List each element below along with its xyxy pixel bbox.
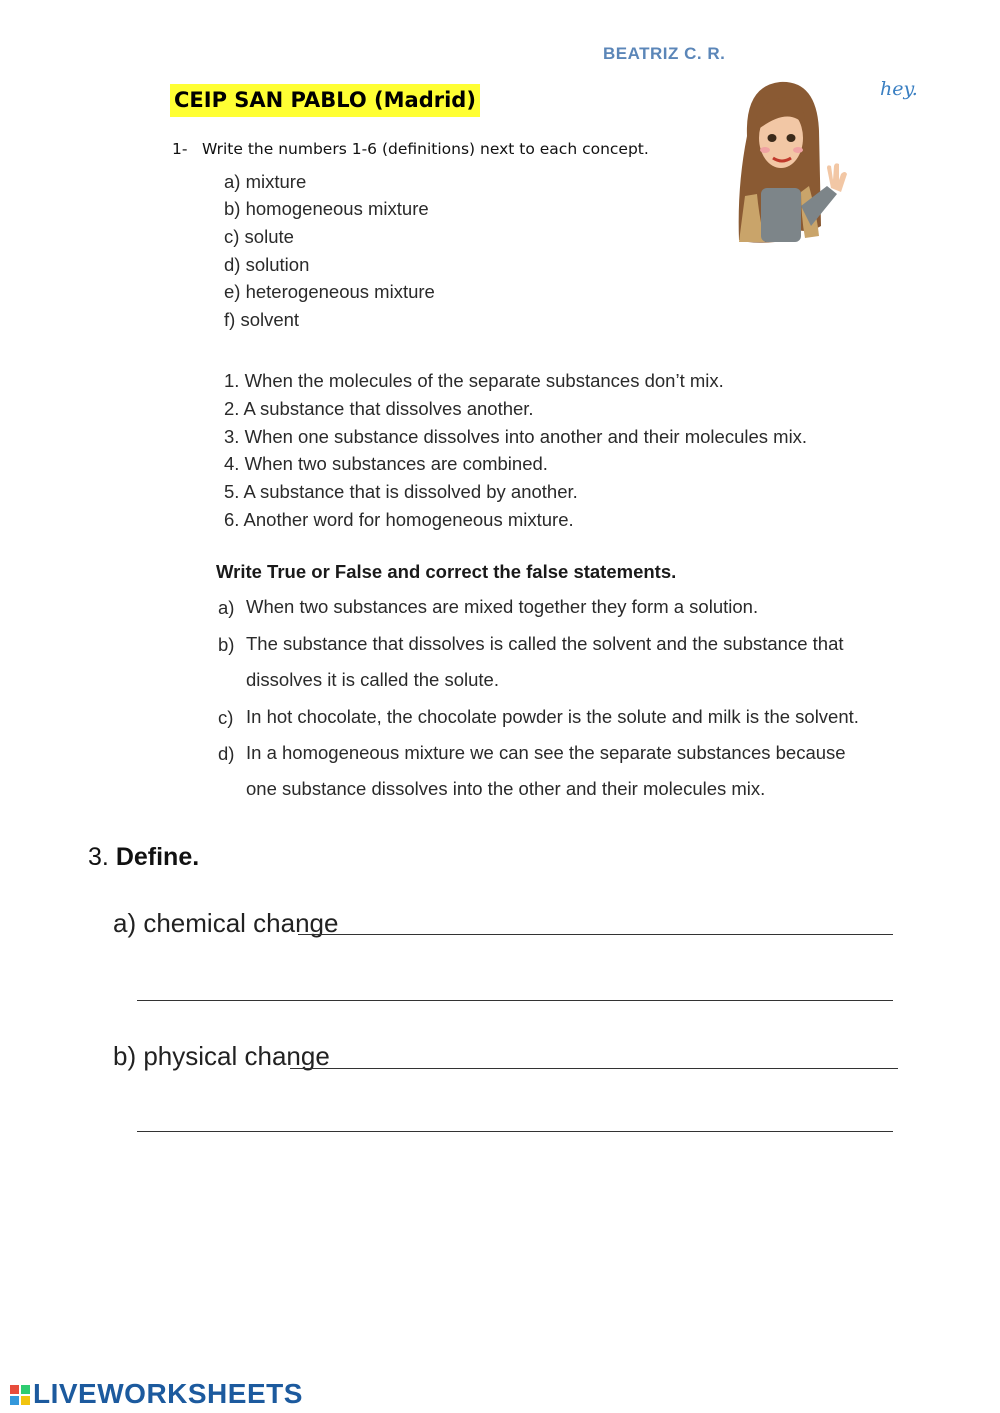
statement-text: The substance that dissolves is called the solvent and the substance that dissolves it is called the solute. <box>246 633 844 690</box>
statement-letter: b) <box>218 634 235 655</box>
statement-text: In a homogeneous mixture we can see the separate substances because one substance dissolves into the other and their molecules mix. <box>246 742 846 799</box>
definition-item: 2. A substance that dissolves another. <box>224 398 534 419</box>
answer-line[interactable] <box>137 1000 893 1001</box>
liveworksheets-logo-icon <box>10 1385 30 1405</box>
exercise3-title <box>88 843 199 872</box>
concept-item: d) solution <box>224 254 310 275</box>
definition-item: 4. When two substances are combined. <box>224 453 548 474</box>
definition-item: 6. Another word for homogeneous mixture. <box>224 509 574 530</box>
exercise2-title: Write True or False and correct the false statements. <box>216 561 677 582</box>
define-label-physical: b) physical change <box>113 1041 330 1071</box>
exercise3-heading: Define. <box>115 843 200 871</box>
answer-line[interactable] <box>298 934 893 935</box>
statement-letter: a) <box>218 597 235 618</box>
answer-line[interactable] <box>290 1068 898 1069</box>
define-label-chemical: a) chemical change <box>113 908 339 938</box>
concept-item: e) heterogeneous mixture <box>224 281 435 302</box>
exercise1-text: Write the numbers 1-6 (definitions) next to each concept. <box>202 140 649 158</box>
hey-text: hey. <box>880 78 918 100</box>
author-name: BEATRIZ C. R. <box>603 44 726 63</box>
statement-letter: d) <box>218 743 235 764</box>
concept-item: f) solvent <box>224 309 300 330</box>
statement-text: In hot chocolate, the chocolate powder is the solute and milk is the solvent. <box>246 706 859 727</box>
exercise1-instruction <box>172 140 649 158</box>
statement-text: When two substances are mixed together they form a solution. <box>246 596 759 617</box>
definition-item: 3. When one substance dissolves into another and their molecules mix. <box>224 426 808 447</box>
definition-item: 1. When the molecules of the separate substances don’t mix. <box>224 370 724 391</box>
exercise1-number: 1- <box>172 140 188 158</box>
concept-item: c) solute <box>224 226 294 247</box>
concept-item: a) mixture <box>224 171 307 192</box>
school-title: CEIP SAN PABLO (Madrid) <box>170 84 480 117</box>
statement-letter: c) <box>218 707 234 728</box>
answer-line[interactable] <box>137 1131 893 1132</box>
brand-name: LIVEWORKSHEETS <box>33 1378 303 1409</box>
avatar-illustration <box>735 76 850 246</box>
exercise3-number: 3. <box>88 843 109 871</box>
definition-item: 5. A substance that is dissolved by another. <box>224 481 578 502</box>
concept-item: b) homogeneous mixture <box>224 198 429 219</box>
